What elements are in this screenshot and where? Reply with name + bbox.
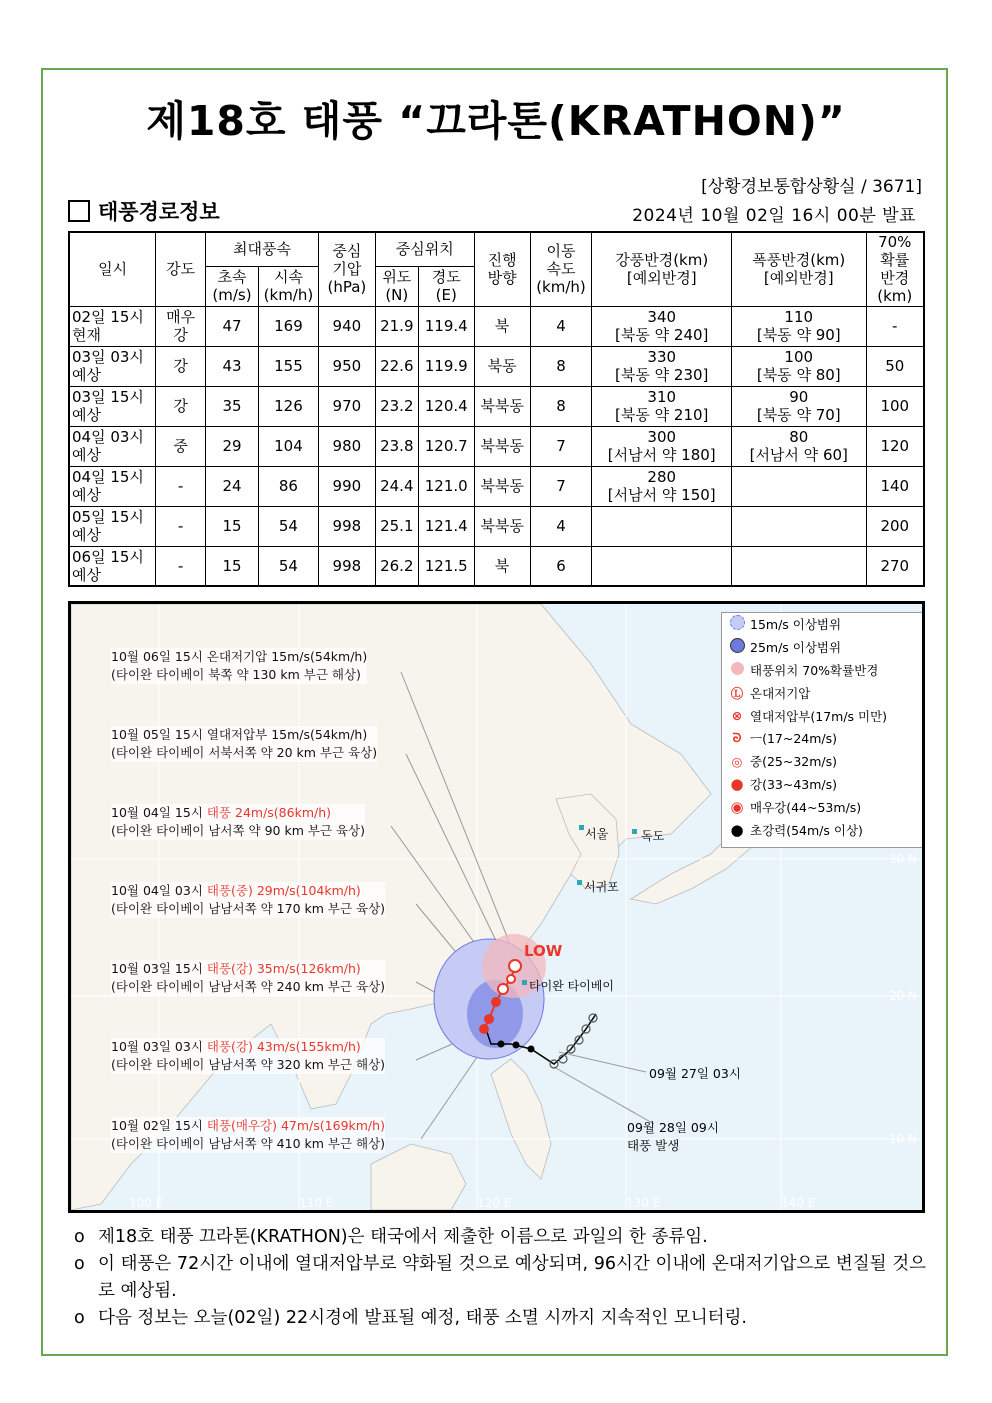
cell-int: 중 xyxy=(156,426,206,466)
legend-label: 강(33~43m/s) xyxy=(750,776,838,792)
lon-label: 110 E xyxy=(299,1196,334,1210)
table-row xyxy=(69,466,924,506)
note-text: 이 태풍은 72시간 이내에 열대저압부로 약화될 것으로 예상되며, 96시간 이내에 온대저기압으로 변질될 것으로 예상됨. xyxy=(98,1254,926,1301)
legend-label: 중(25~32m/s) xyxy=(750,754,838,770)
cell-storm xyxy=(731,466,866,506)
cell-hpa: 980 xyxy=(318,426,375,466)
cell-dir: 북북동 xyxy=(474,426,530,466)
legend-item xyxy=(722,773,922,796)
seogwipo-marker xyxy=(577,880,582,885)
annotation-line1 xyxy=(111,804,365,822)
table-row xyxy=(69,506,924,546)
cell-p70: 270 xyxy=(866,546,924,586)
legend-label: 온대저기압 xyxy=(750,685,811,701)
cell-gale: 300 [서남서 약 180] xyxy=(592,426,732,466)
cell-lon: 119.9 xyxy=(418,346,474,386)
forecast-annotation xyxy=(111,648,367,684)
header-max-wind: 최대풍속 xyxy=(206,232,319,266)
cell-lat: 23.8 xyxy=(375,426,418,466)
header-center: 중심위치 xyxy=(375,232,474,266)
annotation-time: 10월 06일 15시 온대저기압 15m/s(54km/h) xyxy=(111,649,368,664)
cell-lat: 26.2 xyxy=(375,546,418,586)
cell-p70: 100 xyxy=(866,386,924,426)
annotation-line1 xyxy=(111,960,385,978)
annotation-location: (타이완 타이베이 남남서쪽 약 410 km 부근 해상) xyxy=(111,1136,386,1151)
cell-int: - xyxy=(156,546,206,586)
annotation-line1 xyxy=(111,726,377,744)
cell-kmh: 54 xyxy=(258,506,318,546)
cell-gale: 280 [서남서 약 150] xyxy=(592,466,732,506)
cell-spd: 8 xyxy=(530,346,592,386)
cell-dt: 04일 15시 예상 xyxy=(69,466,156,506)
annotation-line1 xyxy=(111,1117,385,1135)
table-row xyxy=(69,386,924,426)
bullet: o xyxy=(74,1254,85,1274)
cell-dir: 북 xyxy=(474,546,530,586)
cell-dt: 02일 15시 현재 xyxy=(69,306,156,346)
cell-kmh: 104 xyxy=(258,426,318,466)
lon-label: 140 E xyxy=(781,1196,816,1210)
table-row xyxy=(69,426,924,466)
forecast-annotation xyxy=(111,960,385,996)
header-gale: 강풍반경(km) [예외반경] xyxy=(592,232,732,306)
cell-storm: 90 [북동 약 70] xyxy=(731,386,866,426)
notes xyxy=(74,1224,926,1332)
legend-item xyxy=(722,750,922,773)
forecast-annotation xyxy=(111,882,385,918)
genesis-date-label: 09월 28일 09시 xyxy=(627,1120,719,1135)
cell-lon: 120.7 xyxy=(418,426,474,466)
annotation-time: 10월 03일 03시 xyxy=(111,1039,207,1054)
cell-dir: 북북동 xyxy=(474,506,530,546)
cell-lon: 121.4 xyxy=(418,506,474,546)
cell-p70: 200 xyxy=(866,506,924,546)
forecast-annotation xyxy=(111,1117,385,1153)
seogwipo-label: 서귀포 xyxy=(584,880,619,894)
legend-item xyxy=(722,818,922,841)
legend-label: 태풍위치 70%확률반경 xyxy=(750,662,879,678)
map-legend xyxy=(721,612,923,848)
cell-lon: 121.0 xyxy=(418,466,474,506)
forecast-annotation xyxy=(111,726,377,762)
cell-hpa: 998 xyxy=(318,506,375,546)
lon-label: 100 E xyxy=(129,1196,164,1210)
legend-item xyxy=(722,659,922,682)
source-label: [상황경보통합상황실 / 3671] xyxy=(701,177,922,197)
legend-item xyxy=(722,613,922,636)
cell-int: - xyxy=(156,466,206,506)
annotation-intensity: 태풍(강) 35m/s(126km/h) xyxy=(206,961,361,976)
legend-label: 초강력(54m/s 이상) xyxy=(750,822,863,838)
cell-storm xyxy=(731,506,866,546)
cell-lat: 24.4 xyxy=(375,466,418,506)
legend-item xyxy=(722,704,922,727)
legend-label: 매우강(44~53m/s) xyxy=(750,799,862,815)
cell-dir: 북 xyxy=(474,306,530,346)
header-storm: 폭풍반경(km) [예외반경] xyxy=(731,232,866,306)
cell-spd: 6 xyxy=(530,546,592,586)
cell-p70: - xyxy=(866,306,924,346)
cell-kmh: 126 xyxy=(258,386,318,426)
issued-time: 2024년 10월 02일 16시 00분 발표 xyxy=(632,206,916,226)
cell-storm: 110 [북동 약 90] xyxy=(731,306,866,346)
annotation-location: (타이완 타이베이 남서쪽 약 90 km 부근 육상) xyxy=(111,823,366,838)
cell-spd: 4 xyxy=(530,506,592,546)
cell-p70: 140 xyxy=(866,466,924,506)
cell-storm: 100 [북동 약 80] xyxy=(731,346,866,386)
cell-gale: 310 [북동 약 210] xyxy=(592,386,732,426)
header-datetime: 일시 xyxy=(69,232,156,306)
cell-ms: 47 xyxy=(206,306,259,346)
cell-ms: 35 xyxy=(206,386,259,426)
annotation-location: (타이완 타이베이 서북서쪽 약 20 km 부근 육상) xyxy=(111,745,378,760)
cell-storm: 80 [서남서 약 60] xyxy=(731,426,866,466)
cell-int: 강 xyxy=(156,346,206,386)
cell-hpa: 970 xyxy=(318,386,375,426)
annotation-time: 10월 02일 15시 xyxy=(111,1118,207,1133)
genesis-label: 태풍 발생 xyxy=(627,1138,680,1153)
cell-ms: 43 xyxy=(206,346,259,386)
cell-p70: 50 xyxy=(866,346,924,386)
cell-spd: 8 xyxy=(530,386,592,426)
annotation-line1 xyxy=(111,882,385,900)
cell-ms: 29 xyxy=(206,426,259,466)
cell-int: 매우 강 xyxy=(156,306,206,346)
strong-typhoon-icon: ● xyxy=(730,774,744,793)
typhoon-track-map xyxy=(68,601,925,1213)
cell-hpa: 950 xyxy=(318,346,375,386)
forecast-annotation xyxy=(111,804,365,840)
cell-dt: 05일 15시 예상 xyxy=(69,506,156,546)
cell-lon: 119.4 xyxy=(418,306,474,346)
cell-hpa: 990 xyxy=(318,466,375,506)
cell-kmh: 86 xyxy=(258,466,318,506)
annotation-time: 10월 04일 15시 xyxy=(111,805,207,820)
annotation-location: (타이완 타이베이 남남서쪽 약 240 km 부근 육상) xyxy=(111,979,386,994)
prob70-icon xyxy=(728,662,746,678)
legend-item xyxy=(722,636,922,659)
cell-int: 강 xyxy=(156,386,206,426)
dokdo-label: 독도 xyxy=(641,829,665,843)
section-title: 태풍경로정보 xyxy=(98,200,220,224)
cell-dir: 북북동 xyxy=(474,466,530,506)
forecast-annotation xyxy=(111,1038,385,1074)
lat-label: 30 N xyxy=(889,852,918,866)
cell-lat: 25.1 xyxy=(375,506,418,546)
annotation-location: (타이완 타이베이 남남서쪽 약 320 km 부근 해상) xyxy=(111,1057,386,1072)
range25-icon xyxy=(728,638,746,656)
header-pressure: 중심 기압 (hPa) xyxy=(318,232,375,306)
header-intensity: 강도 xyxy=(156,232,206,306)
cell-dt: 04일 03시 예상 xyxy=(69,426,156,466)
annotation-intensity: 태풍 24m/s(86km/h) xyxy=(206,805,332,820)
taipei-label: 타이완 타이베이 xyxy=(529,979,614,993)
history-start-label: 09월 27일 03시 xyxy=(649,1066,741,1081)
note-item xyxy=(74,1224,926,1251)
header-kmh: 시속 (km/h) xyxy=(258,266,318,306)
header-lon: 경도 (E) xyxy=(418,266,474,306)
section-heading xyxy=(68,196,220,226)
annotation-location: (타이완 타이베이 북쪽 약 130 km 부근 해상) xyxy=(111,667,361,682)
page-title: 제18호 태풍 “끄라톤(KRATHON)” xyxy=(146,97,846,145)
legend-item xyxy=(722,795,922,818)
annotation-time: 10월 05일 15시 열대저압부 15m/s(54km/h) xyxy=(111,727,368,742)
tropical-depression-icon: ⊗ xyxy=(731,708,743,724)
low-marker xyxy=(509,960,521,972)
annotation-intensity: 태풍(중) 29m/s(104km/h) xyxy=(206,883,361,898)
cell-dt: 06일 15시 예상 xyxy=(69,546,156,586)
bullet: o xyxy=(74,1227,85,1247)
cell-lat: 21.9 xyxy=(375,306,418,346)
cell-ms: 15 xyxy=(206,506,259,546)
legend-item xyxy=(722,727,922,750)
annotation-intensity: 태풍(매우강) 47m/s(169km/h) xyxy=(206,1118,385,1133)
super-typhoon-icon: ● xyxy=(730,820,744,839)
cell-gale xyxy=(592,506,732,546)
cell-dir: 북동 xyxy=(474,346,530,386)
cell-lon: 120.4 xyxy=(418,386,474,426)
cell-kmh: 169 xyxy=(258,306,318,346)
note-item xyxy=(74,1305,926,1332)
cell-ms: 24 xyxy=(206,466,259,506)
dokdo-marker xyxy=(632,829,637,834)
cell-ms: 15 xyxy=(206,546,259,586)
seoul-label: 서울 xyxy=(585,827,609,841)
taipei-marker xyxy=(522,980,527,985)
legend-item xyxy=(722,681,922,704)
legend-label: 15m/s 이상범위 xyxy=(750,617,842,633)
cell-int: - xyxy=(156,506,206,546)
cell-lat: 22.6 xyxy=(375,346,418,386)
lon-label: 120 E xyxy=(477,1196,512,1210)
cell-dt: 03일 03시 예상 xyxy=(69,346,156,386)
lon-label: 130 E xyxy=(626,1196,661,1210)
lat-label: 20 N xyxy=(889,989,918,1003)
annotation-line1 xyxy=(111,1038,385,1056)
cell-gale: 340 [북동 약 240] xyxy=(592,306,732,346)
cell-gale: 330 [북동 약 230] xyxy=(592,346,732,386)
annotation-intensity: 태풍(강) 43m/s(155km/h) xyxy=(206,1039,361,1054)
cell-dir: 북북동 xyxy=(474,386,530,426)
header-lat: 위도 (N) xyxy=(375,266,418,306)
note-text: 다음 정보는 오늘(02일) 22시경에 발표될 예정, 태풍 소멸 시까지 지속적인 모니터링. xyxy=(98,1308,747,1328)
annotation-location: (타이완 타이베이 남남서쪽 약 170 km 부근 육상) xyxy=(111,901,386,916)
legend-label: 열대저압부(17m/s 미만) xyxy=(750,708,888,724)
cell-gale xyxy=(592,546,732,586)
track-table xyxy=(68,231,925,587)
weak-typhoon-icon: ᘐ xyxy=(732,730,742,746)
table-row xyxy=(69,546,924,586)
cell-lon: 121.5 xyxy=(418,546,474,586)
header-direction: 진행 방향 xyxy=(474,232,530,306)
low-label: LOW xyxy=(524,942,563,960)
header-ms: 초속 (m/s) xyxy=(206,266,259,306)
annotation-time: 10월 04일 03시 xyxy=(111,883,207,898)
cell-storm xyxy=(731,546,866,586)
lat-label: 10 N xyxy=(889,1132,918,1146)
cell-hpa: 940 xyxy=(318,306,375,346)
table-row xyxy=(69,346,924,386)
seoul-marker xyxy=(579,825,584,830)
cell-kmh: 54 xyxy=(258,546,318,586)
checkbox-icon xyxy=(68,200,90,222)
extratropical-icon: Ⓛ xyxy=(730,685,744,701)
note-item xyxy=(74,1251,926,1305)
header-prob70: 70% 확률 반경 (km) xyxy=(866,232,924,306)
cell-dt: 03일 15시 예상 xyxy=(69,386,156,426)
annotation-time: 10월 03일 15시 xyxy=(111,961,207,976)
cell-lat: 23.2 xyxy=(375,386,418,426)
cell-spd: 4 xyxy=(530,306,592,346)
legend-label: ㅡ(17~24m/s) xyxy=(750,731,838,747)
very-strong-typhoon-icon: ◉ xyxy=(730,797,744,816)
medium-typhoon-icon: ◎ xyxy=(731,753,743,769)
cell-spd: 7 xyxy=(530,426,592,466)
range15-icon xyxy=(728,615,746,633)
annotation-line1 xyxy=(111,648,367,666)
legend-label: 25m/s 이상범위 xyxy=(750,640,842,656)
header-speed: 이동 속도 (km/h) xyxy=(530,232,592,306)
note-text: 제18호 태풍 끄라톤(KRATHON)은 태국에서 제출한 이름으로 과일의 한 종류임. xyxy=(98,1227,708,1247)
cell-hpa: 998 xyxy=(318,546,375,586)
cell-spd: 7 xyxy=(530,466,592,506)
cell-kmh: 155 xyxy=(258,346,318,386)
table-row xyxy=(69,306,924,346)
bullet: o xyxy=(74,1308,85,1328)
cell-p70: 120 xyxy=(866,426,924,466)
